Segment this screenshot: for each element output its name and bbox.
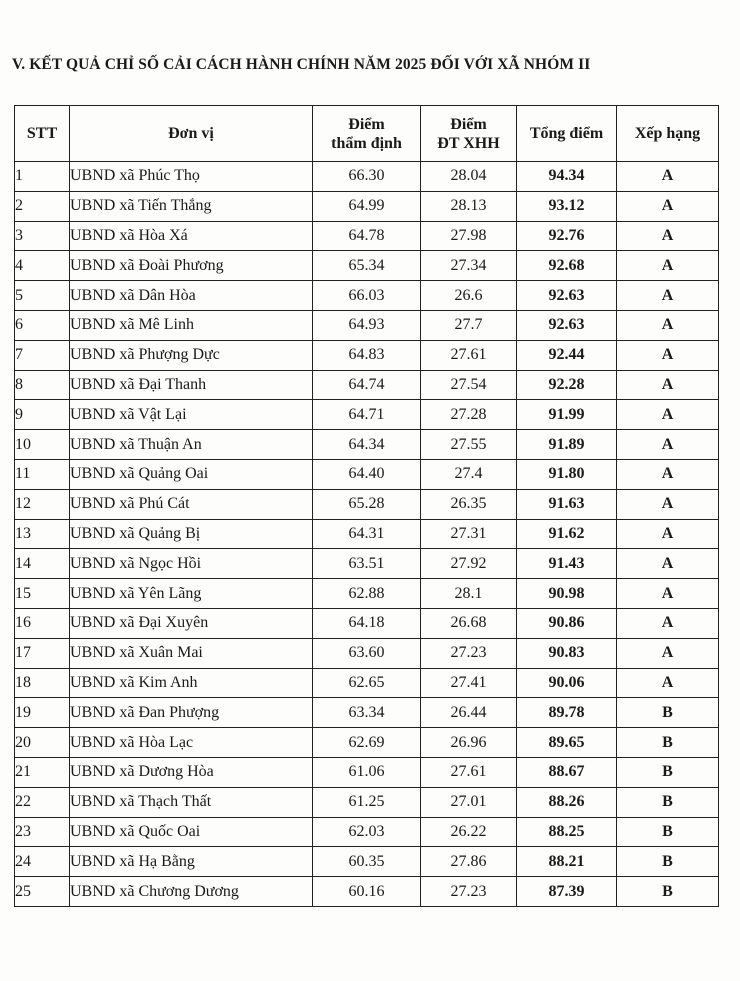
cell-rank: A <box>617 251 719 281</box>
cell-rank: A <box>617 549 719 579</box>
cell-survey-score: 28.13 <box>421 191 517 221</box>
cell-total-score: 87.39 <box>517 877 617 907</box>
cell-survey-score: 26.35 <box>421 489 517 519</box>
cell-appraisal-score: 62.88 <box>313 579 421 609</box>
cell-survey-score: 27.4 <box>421 459 517 489</box>
cell-appraisal-score: 65.34 <box>313 251 421 281</box>
cell-appraisal-score: 62.03 <box>313 817 421 847</box>
results-table <box>14 105 719 907</box>
cell-total-score: 91.63 <box>517 489 617 519</box>
cell-unit: UBND xã Xuân Mai <box>70 638 313 668</box>
table-body <box>15 162 719 907</box>
cell-unit: UBND xã Phượng Dực <box>70 340 313 370</box>
table-row <box>15 519 719 549</box>
cell-total-score: 90.06 <box>517 668 617 698</box>
header-survey <box>421 106 517 162</box>
cell-appraisal-score: 64.31 <box>313 519 421 549</box>
header-score-line2: thẩm định <box>331 134 402 152</box>
cell-appraisal-score: 61.06 <box>313 757 421 787</box>
cell-total-score: 92.68 <box>517 251 617 281</box>
header-survey-line1: Điểm <box>450 115 487 133</box>
cell-total-score: 90.83 <box>517 638 617 668</box>
table-row <box>15 310 719 340</box>
cell-stt: 4 <box>15 251 70 281</box>
cell-appraisal-score: 61.25 <box>313 787 421 817</box>
cell-appraisal-score: 64.99 <box>313 191 421 221</box>
cell-stt: 15 <box>15 579 70 609</box>
cell-total-score: 90.98 <box>517 579 617 609</box>
header-score-line1: Điểm <box>348 115 385 133</box>
cell-rank: A <box>617 310 719 340</box>
cell-rank: B <box>617 728 719 758</box>
cell-stt: 25 <box>15 877 70 907</box>
cell-survey-score: 26.44 <box>421 698 517 728</box>
cell-unit: UBND xã Thạch Thất <box>70 787 313 817</box>
table-row <box>15 698 719 728</box>
table-row <box>15 221 719 251</box>
cell-unit: UBND xã Dân Hòa <box>70 281 313 311</box>
cell-stt: 18 <box>15 668 70 698</box>
cell-total-score: 88.67 <box>517 757 617 787</box>
cell-rank: A <box>617 191 719 221</box>
table-row <box>15 489 719 519</box>
cell-appraisal-score: 62.69 <box>313 728 421 758</box>
cell-unit: UBND xã Tiến Thắng <box>70 191 313 221</box>
table-row <box>15 817 719 847</box>
cell-survey-score: 26.6 <box>421 281 517 311</box>
table-row <box>15 757 719 787</box>
cell-rank: A <box>617 608 719 638</box>
cell-stt: 12 <box>15 489 70 519</box>
cell-stt: 13 <box>15 519 70 549</box>
cell-stt: 11 <box>15 459 70 489</box>
cell-unit: UBND xã Thuận An <box>70 430 313 460</box>
cell-survey-score: 27.7 <box>421 310 517 340</box>
cell-unit: UBND xã Dương Hòa <box>70 757 313 787</box>
cell-stt: 16 <box>15 608 70 638</box>
cell-stt: 3 <box>15 221 70 251</box>
cell-rank: B <box>617 757 719 787</box>
cell-rank: A <box>617 579 719 609</box>
cell-rank: B <box>617 787 719 817</box>
cell-rank: A <box>617 519 719 549</box>
cell-stt: 9 <box>15 400 70 430</box>
cell-total-score: 91.99 <box>517 400 617 430</box>
cell-rank: A <box>617 281 719 311</box>
header-total: Tổng điểm <box>517 106 617 162</box>
cell-stt: 19 <box>15 698 70 728</box>
cell-survey-score: 26.22 <box>421 817 517 847</box>
cell-total-score: 89.65 <box>517 728 617 758</box>
cell-rank: A <box>617 668 719 698</box>
cell-rank: B <box>617 817 719 847</box>
header-rank: Xếp hạng <box>617 106 719 162</box>
cell-stt: 10 <box>15 430 70 460</box>
cell-unit: UBND xã Quảng Oai <box>70 459 313 489</box>
cell-total-score: 91.62 <box>517 519 617 549</box>
cell-stt: 24 <box>15 847 70 877</box>
cell-survey-score: 27.92 <box>421 549 517 579</box>
cell-unit: UBND xã Đoài Phương <box>70 251 313 281</box>
cell-total-score: 89.78 <box>517 698 617 728</box>
cell-survey-score: 27.31 <box>421 519 517 549</box>
table-row <box>15 608 719 638</box>
cell-stt: 1 <box>15 162 70 192</box>
table-row <box>15 459 719 489</box>
cell-unit: UBND xã Quảng Bị <box>70 519 313 549</box>
cell-appraisal-score: 62.65 <box>313 668 421 698</box>
cell-total-score: 92.76 <box>517 221 617 251</box>
cell-total-score: 91.80 <box>517 459 617 489</box>
cell-appraisal-score: 64.34 <box>313 430 421 460</box>
cell-survey-score: 27.28 <box>421 400 517 430</box>
table-row <box>15 787 719 817</box>
cell-stt: 2 <box>15 191 70 221</box>
cell-stt: 8 <box>15 370 70 400</box>
cell-survey-score: 27.23 <box>421 638 517 668</box>
table-row <box>15 370 719 400</box>
cell-stt: 21 <box>15 757 70 787</box>
cell-total-score: 88.25 <box>517 817 617 847</box>
table-row <box>15 847 719 877</box>
cell-total-score: 92.63 <box>517 310 617 340</box>
cell-appraisal-score: 66.03 <box>313 281 421 311</box>
cell-appraisal-score: 60.35 <box>313 847 421 877</box>
cell-rank: A <box>617 400 719 430</box>
table-row <box>15 430 719 460</box>
page-title: V. KẾT QUẢ CHỈ SỐ CẢI CÁCH HÀNH CHÍNH NĂM 2025 ĐỐI VỚI XÃ NHÓM II <box>12 56 591 73</box>
header-survey-line2: ĐT XHH <box>437 134 500 152</box>
cell-stt: 14 <box>15 549 70 579</box>
cell-rank: B <box>617 698 719 728</box>
cell-unit: UBND xã Đại Thanh <box>70 370 313 400</box>
cell-unit: UBND xã Đan Phượng <box>70 698 313 728</box>
table-row <box>15 340 719 370</box>
cell-appraisal-score: 63.51 <box>313 549 421 579</box>
cell-survey-score: 27.23 <box>421 877 517 907</box>
cell-survey-score: 28.1 <box>421 579 517 609</box>
cell-survey-score: 28.04 <box>421 162 517 192</box>
header-row <box>15 106 719 162</box>
cell-unit: UBND xã Hạ Bằng <box>70 847 313 877</box>
cell-rank: A <box>617 638 719 668</box>
table-header <box>15 106 719 162</box>
cell-unit: UBND xã Ngọc Hồi <box>70 549 313 579</box>
cell-stt: 22 <box>15 787 70 817</box>
cell-appraisal-score: 64.78 <box>313 221 421 251</box>
cell-unit: UBND xã Hòa Xá <box>70 221 313 251</box>
cell-total-score: 91.89 <box>517 430 617 460</box>
cell-total-score: 93.12 <box>517 191 617 221</box>
header-unit: Đơn vị <box>70 106 313 162</box>
cell-total-score: 90.86 <box>517 608 617 638</box>
cell-rank: A <box>617 370 719 400</box>
cell-stt: 5 <box>15 281 70 311</box>
cell-survey-score: 27.54 <box>421 370 517 400</box>
cell-survey-score: 27.34 <box>421 251 517 281</box>
cell-survey-score: 27.61 <box>421 757 517 787</box>
cell-total-score: 92.28 <box>517 370 617 400</box>
cell-stt: 7 <box>15 340 70 370</box>
cell-total-score: 88.21 <box>517 847 617 877</box>
cell-survey-score: 26.96 <box>421 728 517 758</box>
header-score <box>313 106 421 162</box>
cell-rank: A <box>617 221 719 251</box>
cell-appraisal-score: 66.30 <box>313 162 421 192</box>
cell-appraisal-score: 63.34 <box>313 698 421 728</box>
header-stt: STT <box>15 106 70 162</box>
table-row <box>15 281 719 311</box>
cell-survey-score: 27.86 <box>421 847 517 877</box>
cell-appraisal-score: 64.74 <box>313 370 421 400</box>
cell-stt: 17 <box>15 638 70 668</box>
cell-rank: A <box>617 459 719 489</box>
table-row <box>15 579 719 609</box>
cell-appraisal-score: 64.93 <box>313 310 421 340</box>
table-row <box>15 638 719 668</box>
cell-appraisal-score: 64.71 <box>313 400 421 430</box>
cell-stt: 23 <box>15 817 70 847</box>
cell-unit: UBND xã Kim Anh <box>70 668 313 698</box>
cell-rank: A <box>617 489 719 519</box>
cell-rank: B <box>617 847 719 877</box>
cell-unit: UBND xã Quốc Oai <box>70 817 313 847</box>
cell-survey-score: 27.41 <box>421 668 517 698</box>
cell-survey-score: 27.01 <box>421 787 517 817</box>
cell-total-score: 92.44 <box>517 340 617 370</box>
cell-rank: A <box>617 430 719 460</box>
cell-unit: UBND xã Đại Xuyên <box>70 608 313 638</box>
cell-total-score: 92.63 <box>517 281 617 311</box>
cell-total-score: 94.34 <box>517 162 617 192</box>
cell-total-score: 88.26 <box>517 787 617 817</box>
cell-unit: UBND xã Chương Dương <box>70 877 313 907</box>
cell-appraisal-score: 64.40 <box>313 459 421 489</box>
cell-stt: 6 <box>15 310 70 340</box>
cell-appraisal-score: 60.16 <box>313 877 421 907</box>
cell-rank: A <box>617 162 719 192</box>
cell-survey-score: 27.98 <box>421 221 517 251</box>
table-row <box>15 728 719 758</box>
table-row <box>15 162 719 192</box>
cell-unit: UBND xã Mê Linh <box>70 310 313 340</box>
cell-unit: UBND xã Phú Cát <box>70 489 313 519</box>
cell-appraisal-score: 64.18 <box>313 608 421 638</box>
cell-appraisal-score: 64.83 <box>313 340 421 370</box>
table-row <box>15 668 719 698</box>
cell-rank: A <box>617 340 719 370</box>
table-row <box>15 549 719 579</box>
cell-total-score: 91.43 <box>517 549 617 579</box>
cell-unit: UBND xã Hòa Lạc <box>70 728 313 758</box>
cell-survey-score: 26.68 <box>421 608 517 638</box>
table-row <box>15 251 719 281</box>
cell-appraisal-score: 63.60 <box>313 638 421 668</box>
table-row <box>15 191 719 221</box>
cell-rank: B <box>617 877 719 907</box>
cell-unit: UBND xã Yên Lãng <box>70 579 313 609</box>
cell-unit: UBND xã Phúc Thọ <box>70 162 313 192</box>
cell-appraisal-score: 65.28 <box>313 489 421 519</box>
cell-survey-score: 27.55 <box>421 430 517 460</box>
cell-unit: UBND xã Vật Lại <box>70 400 313 430</box>
cell-survey-score: 27.61 <box>421 340 517 370</box>
table-row <box>15 400 719 430</box>
cell-stt: 20 <box>15 728 70 758</box>
table-row <box>15 877 719 907</box>
